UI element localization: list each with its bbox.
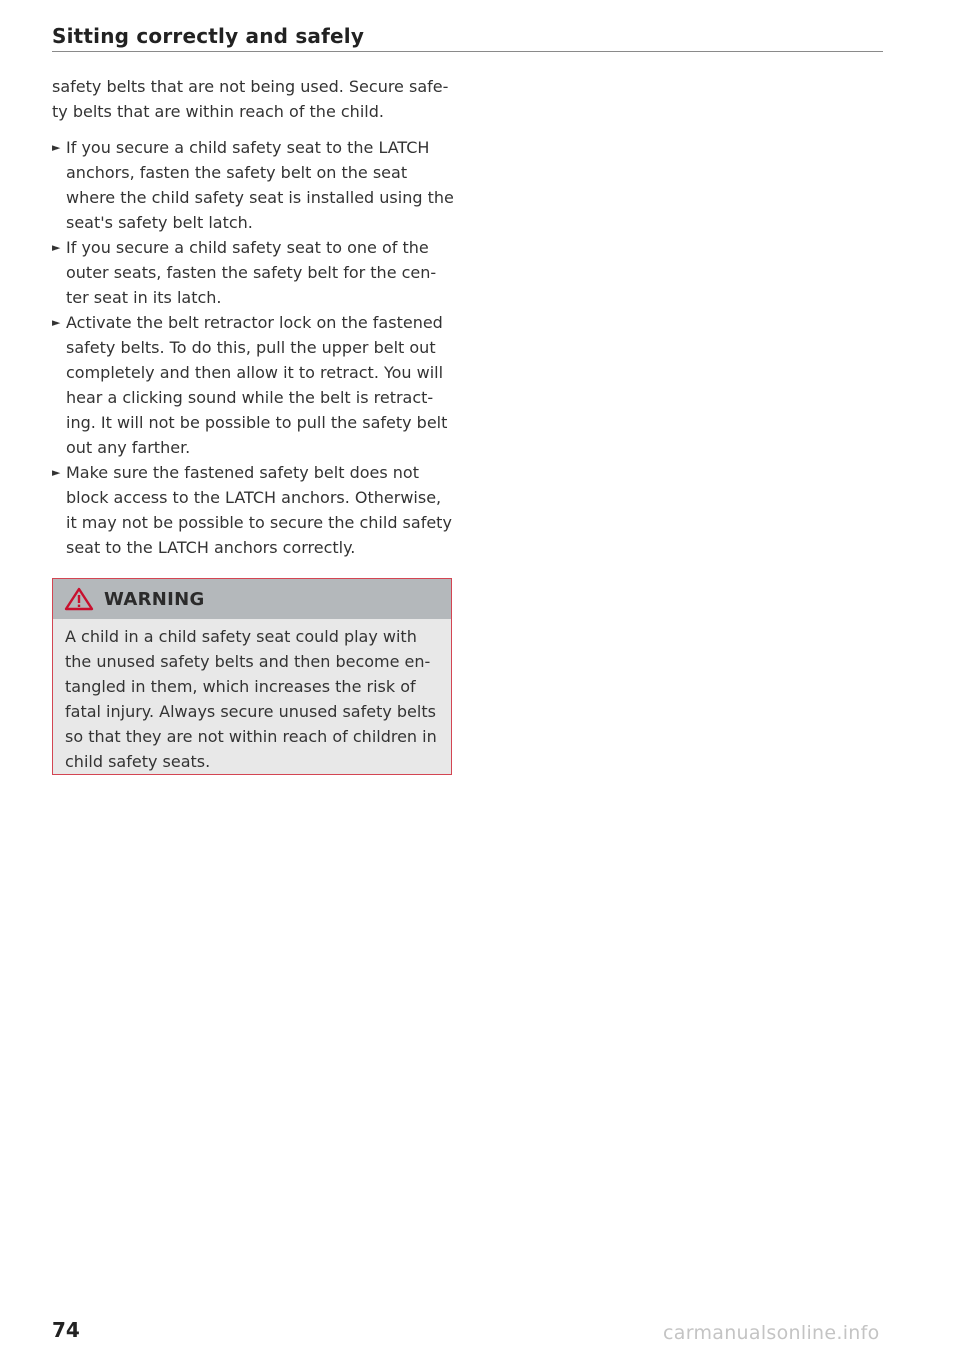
warning-header (53, 579, 451, 619)
page-number: 74 (52, 1318, 80, 1342)
header-divider (52, 51, 883, 52)
instruction-step (52, 235, 454, 310)
instruction-step (52, 460, 454, 560)
step-bullet-icon: ► (52, 141, 61, 154)
intro-paragraph: safety belts that are not being used. Secure safe- ty belts that are within reach of the child. (52, 77, 449, 121)
watermark-text: carmanualsonline.info (663, 1322, 880, 1344)
warning-triangle-icon (64, 587, 94, 611)
instruction-step (52, 310, 454, 460)
warning-box (52, 578, 452, 775)
step-bullet-icon: ► (52, 316, 61, 329)
step-text: If you secure a child safety seat to one of the outer seats, fasten the safety belt for the cen- ter seat in its latch. (66, 238, 437, 307)
step-text: Make sure the fastened safety belt does not block access to the LATCH anchors. Otherwise, it may not be possible to secure the child safety seat to the LATCH anchors correctly. (66, 463, 452, 557)
step-bullet-icon: ► (52, 241, 61, 254)
instruction-step (52, 135, 454, 235)
warning-title: WARNING (104, 588, 205, 610)
page-header-title: Sitting correctly and safely (52, 24, 365, 48)
warning-text: A child in a child safety seat could play with the unused safety belts and then become en- tangled in them, which increases the risk of fatal injury. Always secure unused safety belts so that they are not within reach of children in child safety seats. (65, 627, 437, 771)
step-bullet-icon: ► (52, 466, 61, 479)
main-column (52, 74, 454, 560)
step-text: Activate the belt retractor lock on the fastened safety belts. To do this, pull the upper belt out completely and then allow it to retract. You will hear a clicking sound while the belt is retract- ing. It will not be possible to pull the safety belt out any farther. (66, 313, 448, 457)
instruction-list (52, 135, 454, 560)
step-text: If you secure a child safety seat to the LATCH anchors, fasten the safety belt on the seat where the child safety seat is installed using the seat's safety belt latch. (66, 138, 454, 232)
